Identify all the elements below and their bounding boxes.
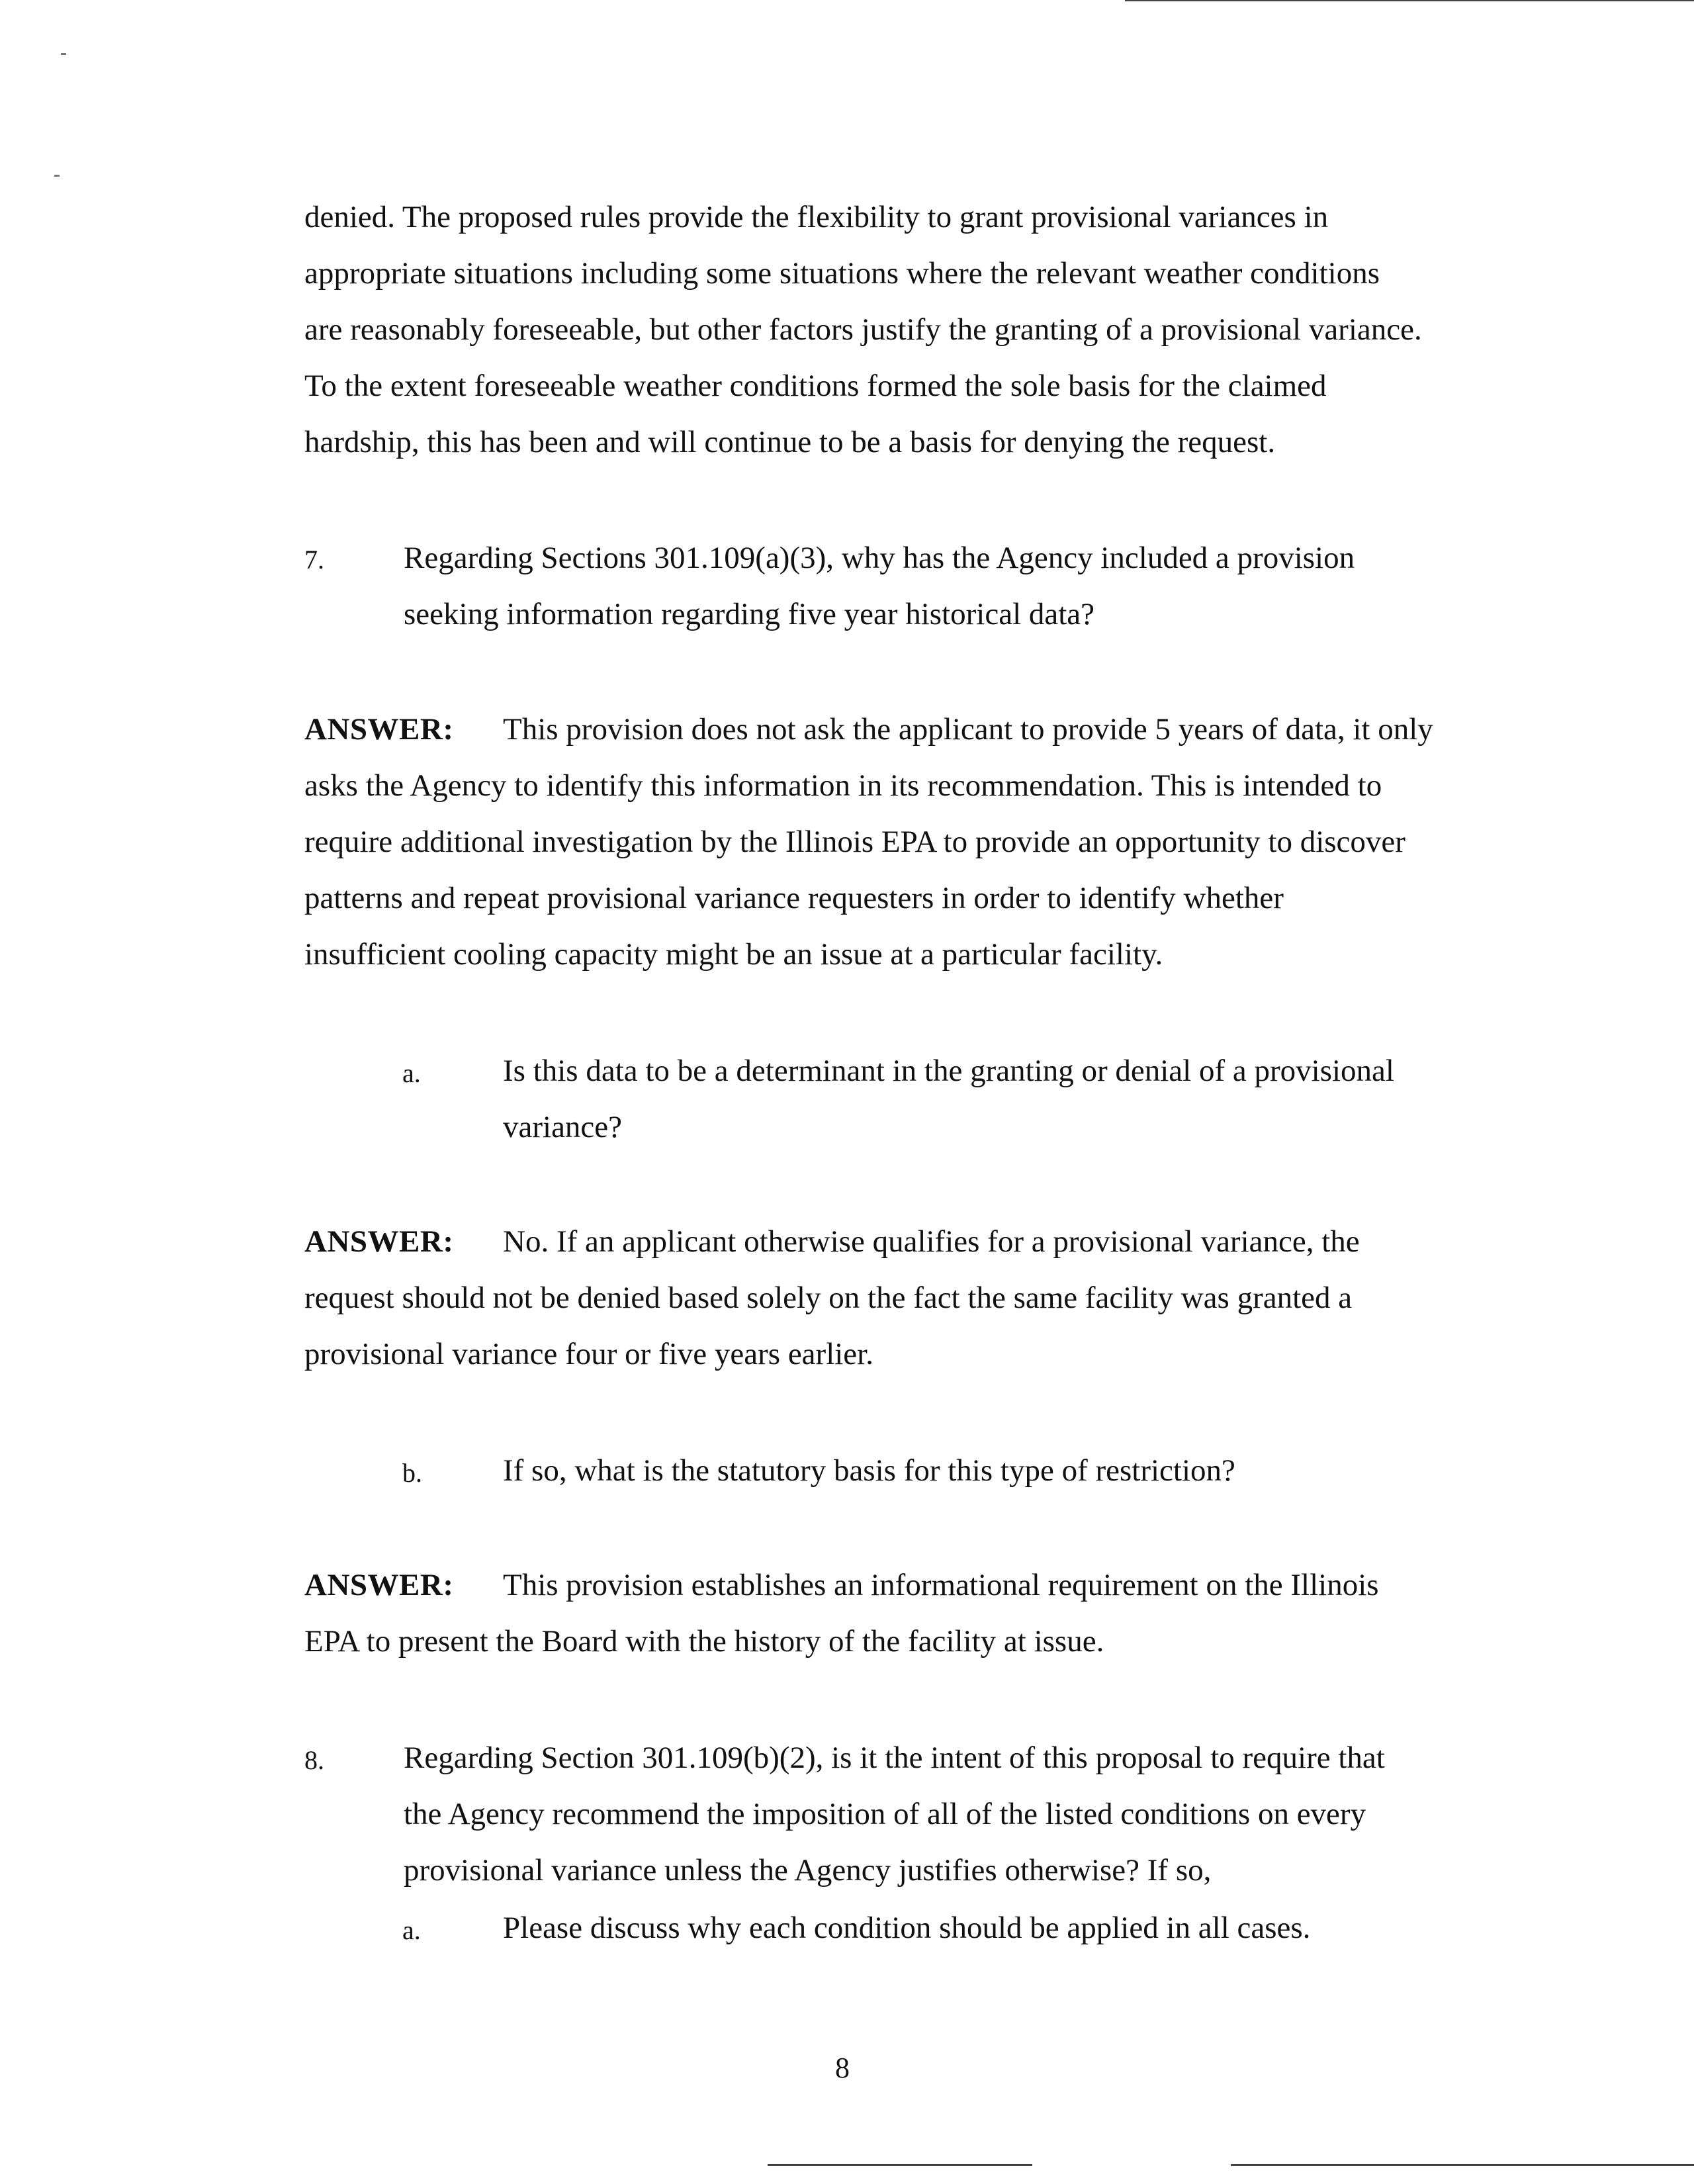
intro-line-1: denied. The proposed rules provide the flexibility to grant provisional variances in: [304, 200, 1329, 234]
answer-7a-line-1: No. If an applicant otherwise qualifies for a provisional variance, the: [503, 1224, 1360, 1259]
intro-line-4: To the extent foreseeable weather conditions formed the sole basis for the claimed: [304, 369, 1327, 403]
page-number: 8: [835, 2052, 850, 2084]
question-8-line-2: the Agency recommend the imposition of all of the listed conditions on every: [404, 1797, 1366, 1831]
question-8-line-3: provisional variance unless the Agency justifies otherwise? If so,: [404, 1853, 1212, 1888]
scan-bottom-rule-right: [1231, 2164, 1694, 2166]
intro-line-3: are reasonably foreseeable, but other factors justify the granting of a provisional variance.: [304, 312, 1422, 347]
question-7a-line-2: variance?: [503, 1110, 623, 1144]
answer-7-line-4: patterns and repeat provisional variance requesters in order to identify whether: [304, 881, 1284, 915]
question-7b-line-1: If so, what is the statutory basis for this type of restriction?: [503, 1453, 1235, 1488]
question-7-number: 7.: [304, 545, 324, 574]
answer-7-line-1: This provision does not ask the applicant to provide 5 years of data, it only: [503, 712, 1433, 747]
question-7-line-2: seeking information regarding five year historical data?: [404, 597, 1095, 631]
question-8-line-1: Regarding Section 301.109(b)(2), is it the intent of this proposal to require that: [404, 1741, 1385, 1775]
question-8-number: 8.: [304, 1745, 324, 1775]
intro-line-2: appropriate situations including some situations where the relevant weather conditions: [304, 256, 1380, 291]
answer-7-line-2: asks the Agency to identify this information in its recommendation. This is intended to: [304, 768, 1382, 803]
answer-label: ANSWER:: [304, 712, 454, 747]
answer-7a-line-2: request should not be denied based solely on the fact the same facility was granted a: [304, 1281, 1353, 1315]
intro-line-5: hardship, this has been and will continue to be a basis for denying the request.: [304, 425, 1276, 459]
answer-7a-line-3: provisional variance four or five years earlier.: [304, 1337, 873, 1371]
scan-speck: [61, 53, 66, 55]
question-7b-letter: b.: [402, 1458, 422, 1488]
question-8a-line-1: Please discuss why each condition should be applied in all cases.: [503, 1911, 1311, 1945]
question-8a-letter: a.: [402, 1915, 421, 1945]
answer-7b-line-1: This provision establishes an informational requirement on the Illinois: [503, 1568, 1379, 1602]
answer-7b-line-2: EPA to present the Board with the history of the facility at issue.: [304, 1624, 1104, 1659]
scan-speck: [54, 175, 60, 177]
answer-7-line-5: insufficient cooling capacity might be an issue at a particular facility.: [304, 937, 1163, 972]
question-7a-letter: a.: [402, 1058, 421, 1088]
scan-top-rule: [1125, 0, 1694, 1]
scan-bottom-rule: [768, 2164, 1032, 2166]
answer-7-line-3: require additional investigation by the Illinois EPA to provide an opportunity to discover: [304, 825, 1405, 859]
question-7-line-1: Regarding Sections 301.109(a)(3), why has the Agency included a provision: [404, 541, 1355, 575]
question-7a-line-1: Is this data to be a determinant in the granting or denial of a provisional: [503, 1054, 1394, 1088]
answer-label: ANSWER:: [304, 1224, 454, 1259]
answer-label: ANSWER:: [304, 1568, 454, 1602]
